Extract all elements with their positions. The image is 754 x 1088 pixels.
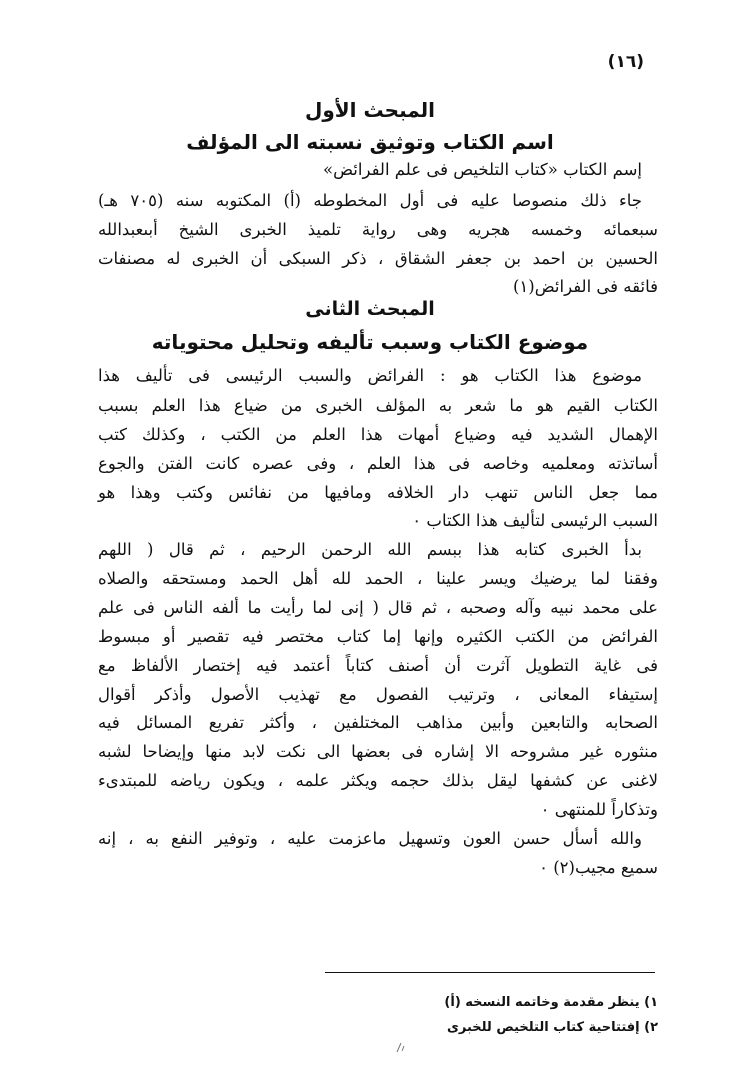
text-line: سبعمائه وخمسه هجريه وهى رواية تلميذ الخبرى الشيخ أبىعبدالله bbox=[98, 220, 658, 239]
text-line: وتذكاراً للمنتهى ٠ bbox=[540, 800, 658, 819]
text-line: منثوره غير مشروحه الا إشاره فى بعضها الى نكت لابد منها وإيضاحا لشبه bbox=[98, 742, 658, 761]
text-line: وفقنا لما يرضيك ويسر علينا ، الحمد لله أهل الحمد ومستحقه والصلاه bbox=[98, 569, 658, 588]
text-line: والله أسأل حسن العون وتسهيل ماعزمت عليه ، وتوفير النفع به ، إنه bbox=[98, 829, 642, 848]
ink-mark-icon bbox=[394, 1040, 408, 1054]
text-line: الفرائض من الكتب الكثيره وإنها إما كتاب مختصر فيه تقصير أو مبسوط bbox=[98, 627, 658, 646]
text-line: إستيفاء المعانى ، وترتيب الفصول مع تهذيب الأصول وأذكر أقوال bbox=[98, 685, 658, 704]
text-line: مما جعل الناس تنهب دار الخلافه ومافيها من نفائس وكتب وهذا هو bbox=[98, 483, 658, 502]
text-line: فائقه فى الفرائض(١) bbox=[512, 277, 658, 296]
footnote-divider bbox=[325, 972, 655, 973]
text-line: الحسين بن احمد بن جعفر الشقاق ، ذكر السبكى أن الخبرى له مصنفات bbox=[98, 249, 658, 268]
text-line: الكتاب القيم هو ما شعر به المؤلف الخبرى من ضياع هذا العلم بسبب bbox=[98, 396, 658, 415]
text-line: بدأ الخبرى كتابه هذا ببسم الله الرحمن الرحيم ، ثم قال ( اللهم bbox=[98, 540, 642, 559]
chapter-1-subtitle: اسم الكتاب وتوثيق نسبته الى المؤلف bbox=[186, 130, 554, 154]
text-line: إسم الكتاب «كتاب التلخيص فى علم الفرائض» bbox=[323, 160, 642, 179]
text-line: أساتذته ومعلميه وخاصه فى هذا العلم ، وفى عصره كانت الفتن والجوع bbox=[98, 454, 658, 473]
page-number: (١٦) bbox=[607, 52, 644, 72]
text-line: على محمد نبيه وآله وصحبه ، ثم قال ( إنى لما رأيت ما ألفه الناس فى علم bbox=[98, 598, 658, 617]
footnote: ٢) إفتتاحية كتاب التلخيص للخبرى bbox=[446, 1020, 658, 1035]
chapter-1-title: المبحث الأول bbox=[304, 98, 436, 122]
text-line: الإهمال الشديد فيه وضياع أمهات هذا العلم من الكتب ، وكذلك كتب bbox=[98, 425, 658, 444]
chapter-2-title: المبحث الثانى bbox=[305, 298, 435, 320]
footnote: ١) ينظر مقدمة وخاتمه النسخه (أ) bbox=[444, 995, 658, 1010]
text-line: فى غاية التطويل آثرت أن أصنف كتاباً أعتمد فيه إختصار الألفاظ مع bbox=[98, 656, 658, 675]
text-line: موضوع هذا الكتاب هو : الفرائض والسبب الرئيسى فى تأليف هذا bbox=[98, 366, 642, 385]
text-line: سميع مجيب(٢) ٠ bbox=[539, 858, 658, 877]
text-line: الصحابه والتابعين وأبين مذاهب المختلفين ، وأكثر تفريع المسائل فيه bbox=[98, 713, 658, 732]
text-line: لاغنى عن كشفها ليقل بذلك حجمه ويكثر علمه ، ويكون رياضه للمبتدىء bbox=[98, 771, 658, 790]
chapter-2-subtitle: موضوع الكتاب وسبب تأليفه وتحليل محتوياته bbox=[151, 330, 589, 354]
text-line: جاء ذلك منصوصا عليه فى أول المخطوطه (أ) المكتوبه سنه (٧٠٥ هـ) bbox=[98, 191, 642, 210]
text-line: السبب الرئيسى لتأليف هذا الكتاب ٠ bbox=[412, 511, 658, 530]
